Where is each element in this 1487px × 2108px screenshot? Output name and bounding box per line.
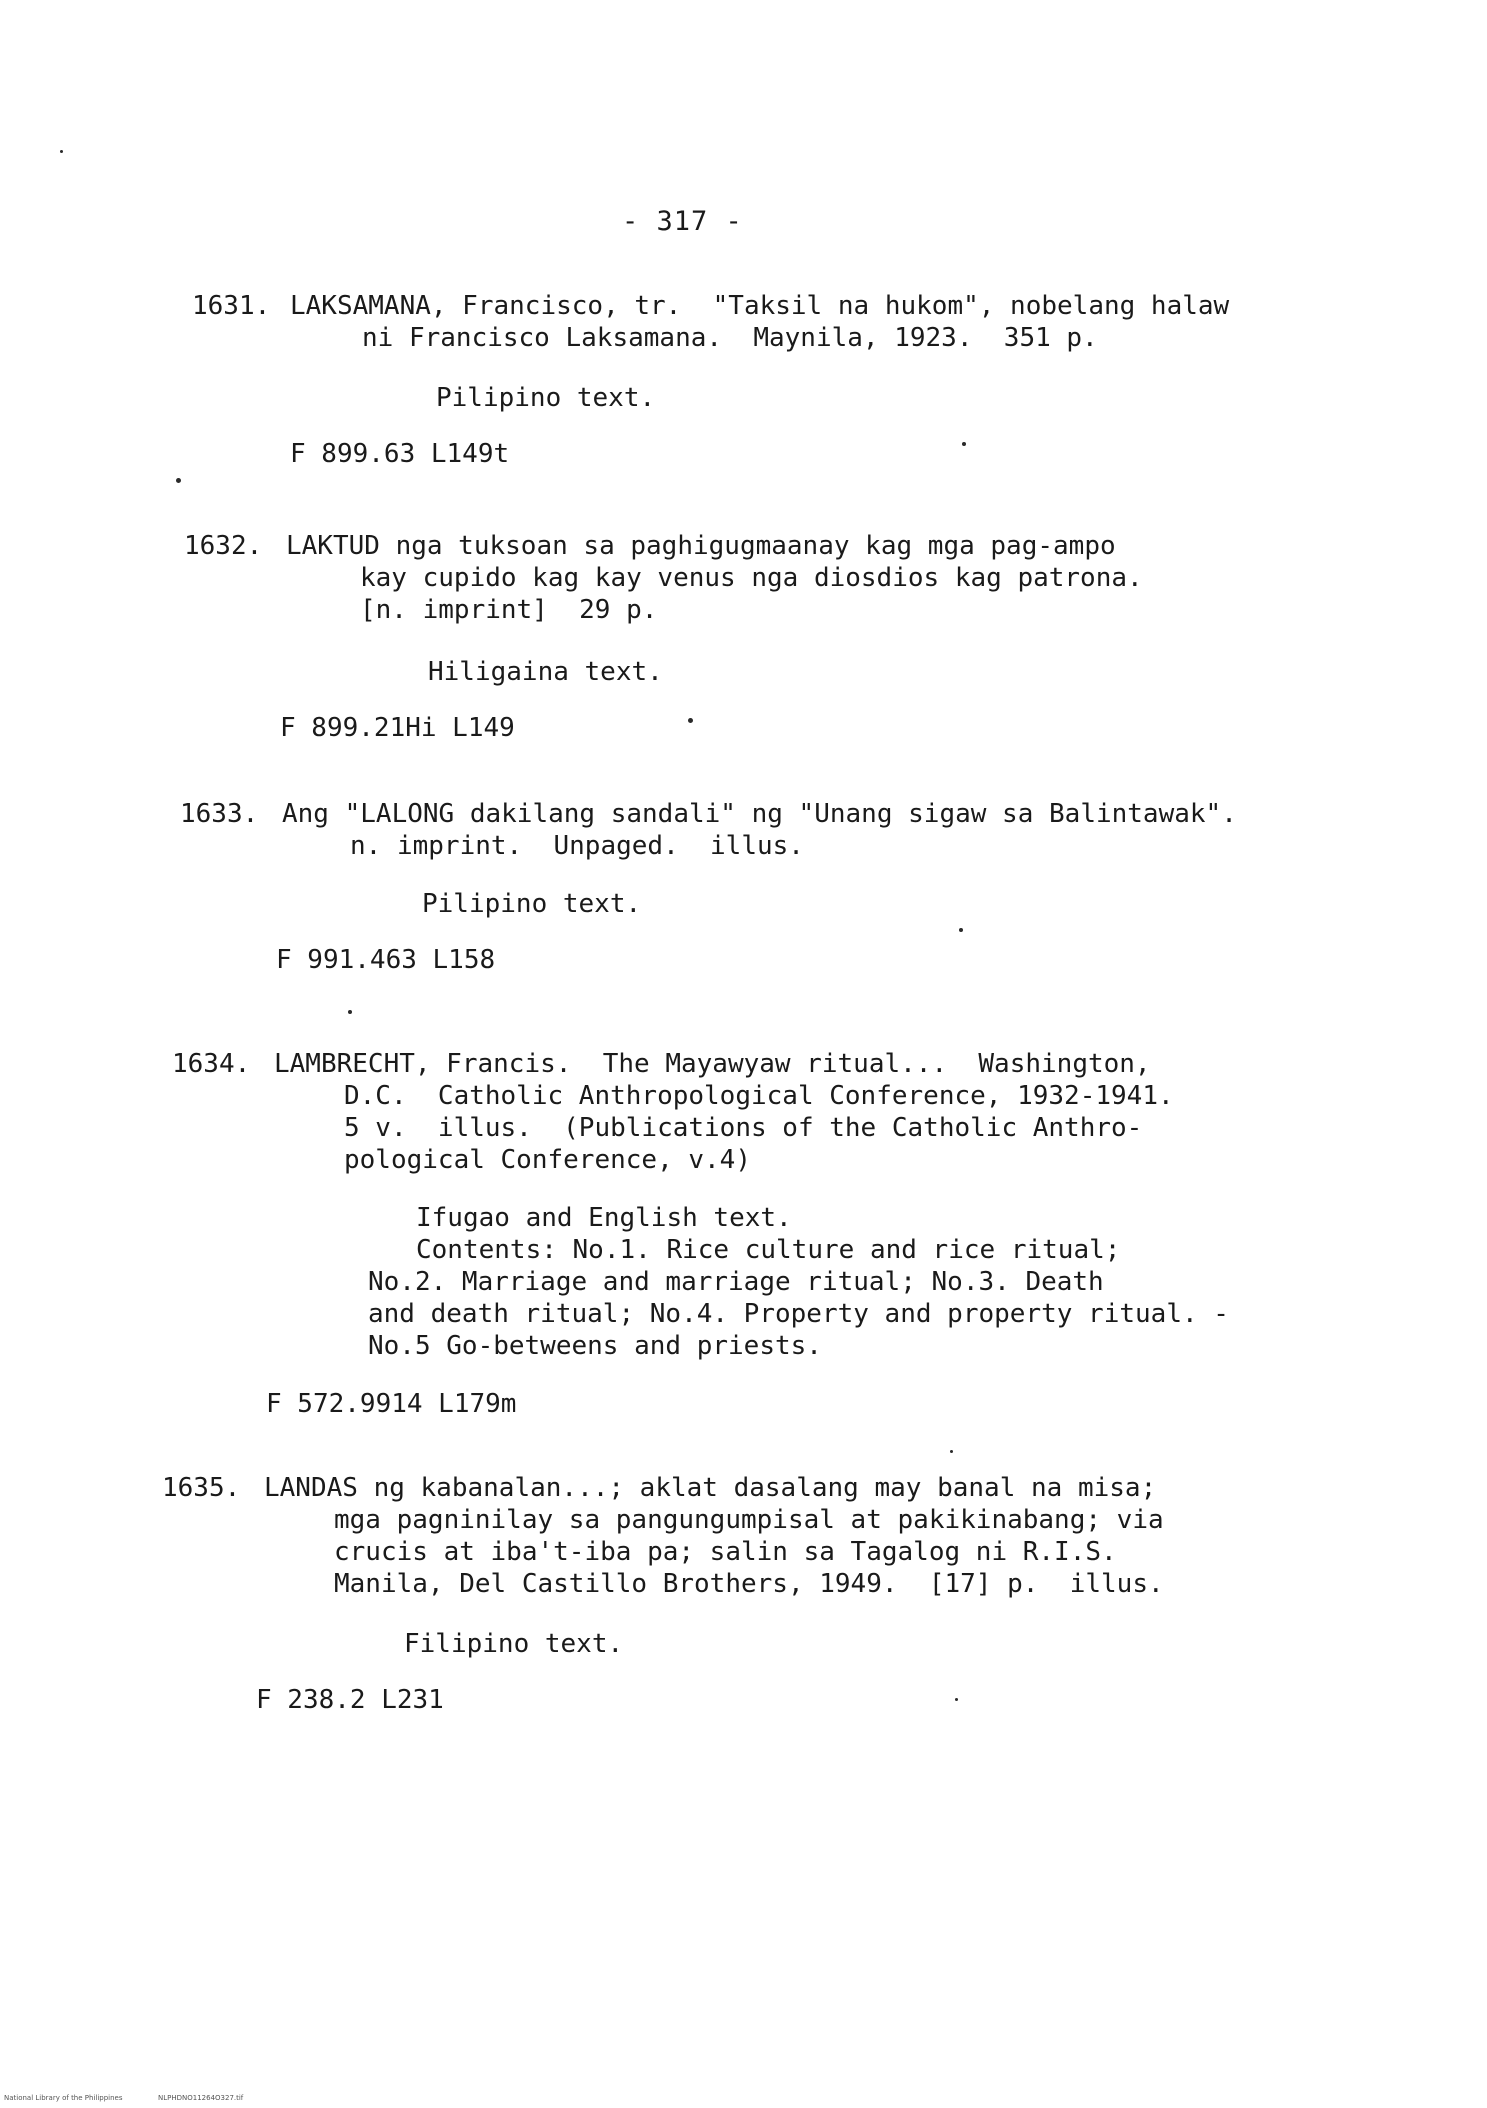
entry-line: crucis at iba't-iba pa; salin sa Tagalog ni R.I.S. [334,1537,1117,1567]
scan-footer [0,2090,1487,2108]
entry-line: Ang "LALONG dakilang sandali" ng "Unang sigaw sa Balintawak". [282,799,1237,829]
call-number: F 238.2 L231 [256,1685,444,1715]
entry-number: 1634. [172,1049,251,1079]
call-number: F 572.9914 L179m [266,1389,517,1419]
entry-line: [n. imprint] 29 p. [360,595,658,625]
scan-speck [950,1450,953,1453]
entry-note: Ifugao and English text. [416,1203,792,1233]
call-number: F 899.63 L149t [290,439,510,469]
page-number: - 317 - [622,206,743,237]
call-number: F 899.21Hi L149 [280,713,515,743]
entry-line: LAMBRECHT, Francis. The Mayawyaw ritual... Washington, [274,1049,1151,1079]
entry-line: mga pagninilay sa pangungumpisal at pakikinabang; via [334,1505,1164,1535]
entry-line: D.C. Catholic Anthropological Conference, 1932-1941. [344,1081,1174,1111]
call-number: F 991.463 L158 [276,945,496,975]
scan-speck [60,150,63,153]
entry-number: 1631. [192,291,271,321]
scan-speck [962,442,966,446]
scan-speck [176,478,181,483]
entry-line: pological Conference, v.4) [344,1145,751,1175]
footer-source: National Library of the Philippines [4,2094,123,2102]
entry-note: Pilipino text. [436,383,656,413]
entry-note: Hiligaina text. [428,657,663,687]
entry-line: LAKTUD nga tuksoan sa paghigugmaanay kag mga pag-ampo [286,531,1116,561]
footer-filename: NLPHDNO11264O327.tif [158,2094,244,2102]
entry-note: Filipino text. [404,1629,624,1659]
scan-speck [959,928,963,932]
scan-speck [955,1698,958,1701]
entry-line: LANDAS ng kabanalan...; aklat dasalang may banal na misa; [264,1473,1157,1503]
entry-number: 1632. [184,531,263,561]
contents-line: Contents: No.1. Rice culture and rice ritual; [416,1235,1121,1265]
scan-speck [348,1010,352,1014]
entry-note: Pilipino text. [422,889,642,919]
entry-number: 1633. [180,799,259,829]
entry-line: LAKSAMANA, Francisco, tr. "Taksil na hukom", nobelang halaw [290,291,1230,321]
contents-line: No.2. Marriage and marriage ritual; No.3. Death [368,1267,1104,1297]
entry-line: n. imprint. Unpaged. illus. [350,831,804,861]
entry-line: ni Francisco Laksamana. Maynila, 1923. 351 p. [362,323,1098,353]
entry-line: Manila, Del Castillo Brothers, 1949. [17] p. illus. [334,1569,1164,1599]
contents-line: No.5 Go-betweens and priests. [368,1331,822,1361]
entry-number: 1635. [162,1473,241,1503]
entry-line: 5 v. illus. (Publications of the Catholic Anthro- [344,1113,1143,1143]
scan-speck [688,718,693,723]
contents-line: and death ritual; No.4. Property and property ritual. - [368,1299,1229,1329]
entry-line: kay cupido kag kay venus nga diosdios kag patrona. [360,563,1143,593]
